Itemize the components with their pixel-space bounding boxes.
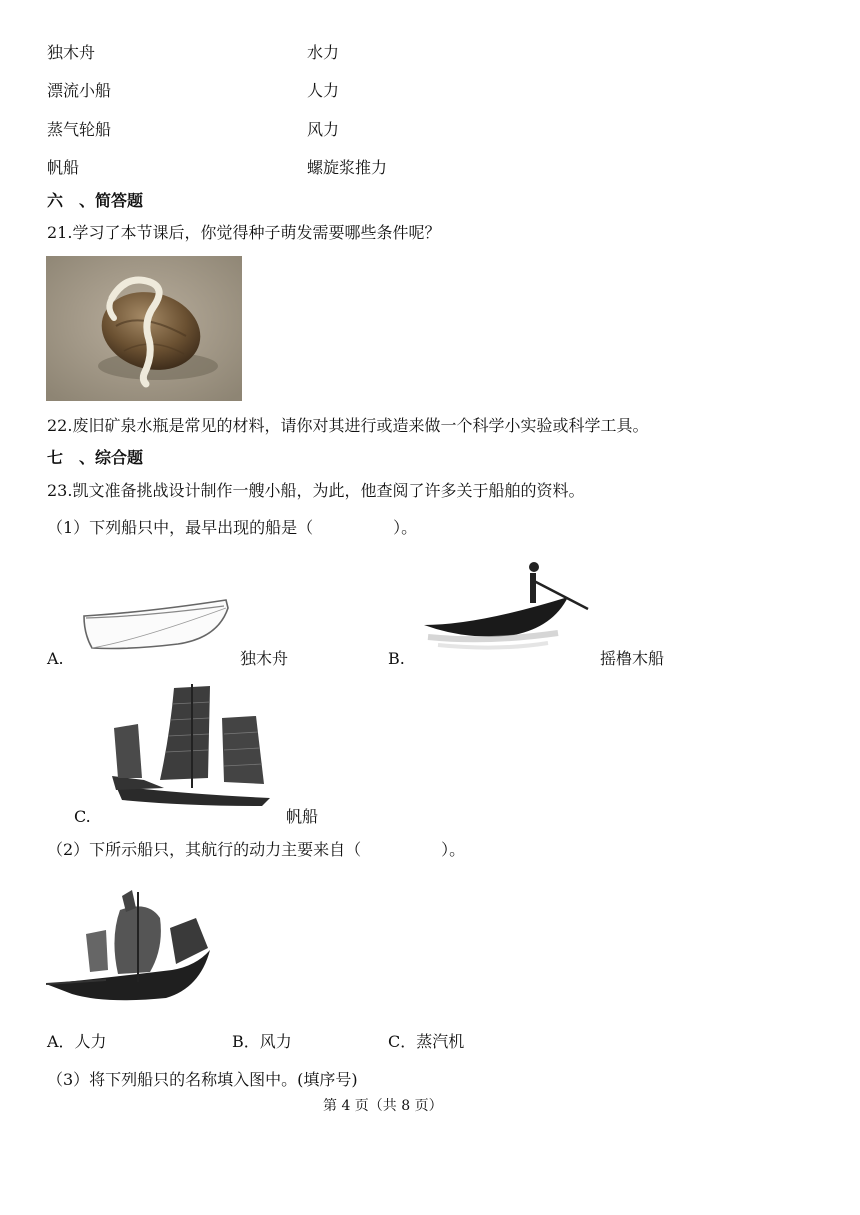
match-left-4: 帆船 <box>47 158 80 177</box>
canoe-image <box>78 594 230 656</box>
match-right-3: 风力 <box>307 120 340 139</box>
question-21: 21.学习了本节课后，你觉得种子萌发需要哪些条件呢？ <box>47 223 441 242</box>
question-23: 23.凯文准备挑战设计制作一艘小船，为此，他查阅了许多关于船舶的资料。 <box>47 481 585 500</box>
page-footer: 第 4 页（共 8 页） <box>323 1098 443 1114</box>
sailing-ship-silhouette-image <box>46 888 214 1006</box>
germinating-seed-image <box>46 256 242 401</box>
match-left-3: 蒸气轮船 <box>47 120 112 139</box>
match-right-2: 人力 <box>307 81 340 100</box>
option-b-name: 摇橹木船 <box>600 649 665 668</box>
sailing-junk-image <box>104 684 276 810</box>
part-2-option-a: A．人力 <box>47 1032 107 1051</box>
option-a-name: 独木舟 <box>240 649 289 668</box>
option-b-letter: B. <box>388 649 405 668</box>
option-c-letter: C. <box>74 807 91 826</box>
section-7-heading: 七 、综合题 <box>47 448 144 467</box>
question-23-part-3: （3）将下列船只的名称填入图中。(填序号) <box>47 1070 358 1089</box>
rowing-boat-image <box>418 553 596 663</box>
question-23-part-1: （1）下列船只中，最早出现的船是（ ）。 <box>47 518 418 537</box>
question-22: 22.废旧矿泉水瓶是常见的材料，请你对其进行或造来做一个科学小实验或科学工具。 <box>47 416 649 435</box>
part-2-option-c: C．蒸汽机 <box>388 1032 465 1051</box>
match-right-4: 螺旋浆推力 <box>307 158 388 177</box>
part-2-option-b: B．风力 <box>232 1032 292 1051</box>
match-left-1: 独木舟 <box>47 43 96 62</box>
section-6-heading: 六 、简答题 <box>47 191 144 210</box>
match-left-2: 漂流小船 <box>47 81 112 100</box>
option-a-letter: A. <box>47 649 64 668</box>
question-23-part-2: （2）下所示船只，其航行的动力主要来自（ ）。 <box>47 840 466 859</box>
option-c-name: 帆船 <box>286 807 319 826</box>
match-right-1: 水力 <box>307 43 340 62</box>
